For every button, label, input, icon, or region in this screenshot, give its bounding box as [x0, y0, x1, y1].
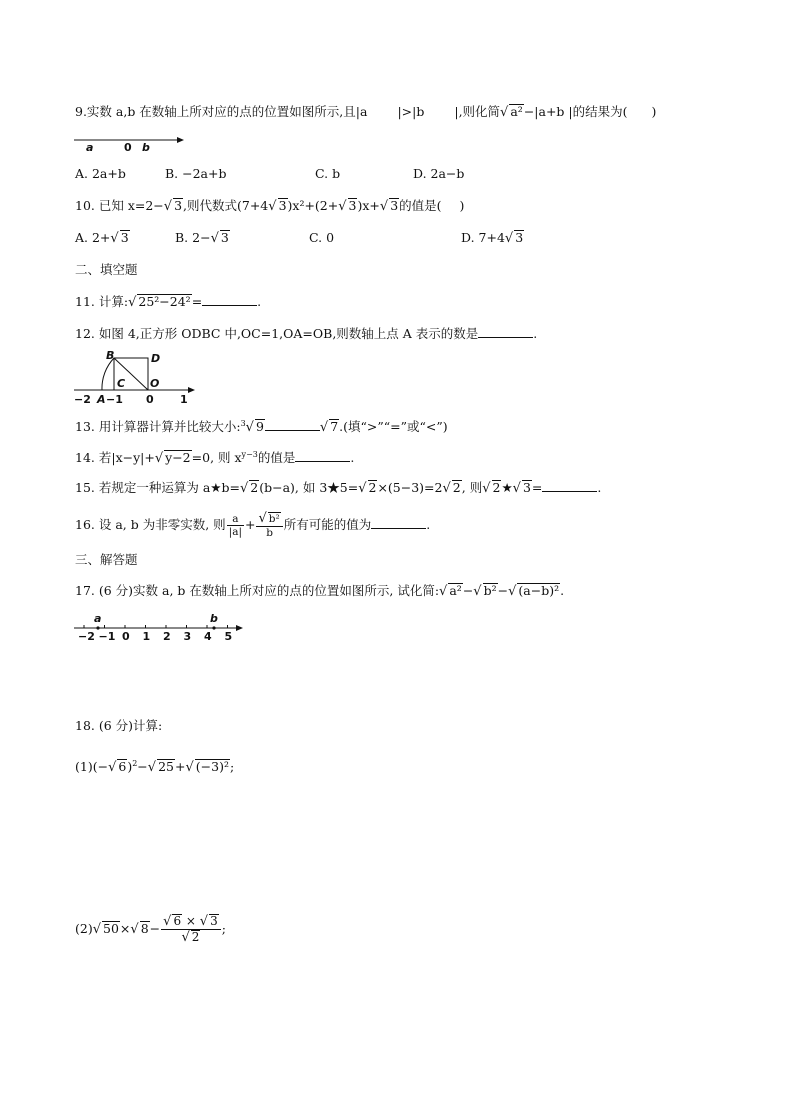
q16-fraction-1: $\frac{a}{|a|}$ [228, 513, 242, 538]
q15-stem: 15. 若规定一种运算为 a★b=√ 2(b−a), 如 3★5=√ 2×(5−3)=2√ 2, 则√ 2★√ 3= . [75, 480, 602, 496]
q10-text-a: 10. 已知 x=2− [75, 198, 164, 213]
q12-label-d: D [151, 352, 161, 365]
q17-number-line [70, 610, 250, 644]
section-2-heading: 二、填空题 [75, 262, 138, 277]
q10-text-f: ) [459, 198, 465, 213]
q13-sqrt: 7 [330, 419, 339, 434]
q17-stem: 17. (6 分)实数 a, b 在数轴上所对应的点的位置如图所示, 试化简:√ a²−√ b²−√ (a−b)². [75, 583, 565, 599]
q10-text-c: )x²+(2+ [287, 198, 339, 213]
q10-option-c: C. 0 [309, 230, 335, 245]
q12-text: 12. 如图 4,正方形 ODBC 中,OC=1,OA=OB,则数轴上点 A 表示的数是 [75, 326, 479, 341]
q10-sqrt3-b: 3 [278, 198, 287, 213]
q14-text-a: 14. 若|x−y|+ [75, 450, 155, 465]
q9-axis-b: b [142, 141, 150, 154]
q11-stem: 11. 计算:√ 25²−24²= . [75, 294, 262, 310]
q10-sqrt3-c: 3 [348, 198, 357, 213]
q17-tick-label: 5 [224, 630, 233, 643]
q17-tick-label: 4 [204, 630, 212, 643]
q12-label-c: C [117, 377, 126, 390]
q12-tick-0: 0 [146, 393, 154, 406]
q13-stem: 13. 用计算器计算并比较大小:$^3$√ 9 √ 7.(填“>”“=”或“<”) [75, 419, 448, 435]
q10-text-b: ,则代数式(7+4 [183, 198, 269, 213]
q9-option-c: C. b [315, 166, 341, 181]
q10-text-e: 的值是( [399, 198, 442, 213]
q9-text-c: |,则化简 [454, 104, 501, 119]
q18-part-2: (2)√ 50×√ 8− $\frac{√ 6 \times √ 3}{√ 2}$ ; [75, 914, 226, 945]
q16-plus: + [245, 517, 256, 532]
q14-answer-blank[interactable] [295, 449, 350, 462]
q9-text-d: −|a+b |的结果为( [523, 104, 628, 119]
q9-text-e: ) [651, 104, 657, 119]
q12-tick-neg2: −2 [74, 393, 91, 406]
q16-stem [75, 510, 430, 540]
q11-text-b: = [191, 294, 203, 309]
q17-point-b-dot [212, 626, 215, 629]
q9-option-d: D. 2a−b [413, 166, 465, 181]
q12-label-o: O [150, 377, 160, 390]
q10-sqrt3-d: 3 [390, 198, 399, 213]
q15-text-c: ×(5−3)=2 [377, 480, 443, 495]
q11-sqrt: 25²−24² [138, 294, 191, 309]
q14-end: . [350, 450, 355, 465]
q13-cube-index: 3 [240, 419, 246, 428]
q17-point-a-dot [96, 626, 99, 629]
q17-tick-label: −2 [78, 630, 95, 643]
q12-label-b: B [106, 349, 115, 362]
q17-tick-label: 0 [122, 630, 130, 643]
q18-title: 18. (6 分)计算: [75, 718, 163, 733]
q13-answer-blank[interactable] [265, 418, 320, 431]
q15-sqrt2-d: 2 [492, 480, 501, 495]
q9-sqrt: a² [510, 104, 523, 119]
q15-text-b: (b−a), 如 3★5= [259, 480, 359, 495]
q10-text-d: )x+ [357, 198, 380, 213]
q12-label-a: A [97, 393, 106, 406]
q11-text-c: . [257, 294, 262, 309]
q17-point-a: a [94, 612, 102, 625]
q14-stem: 14. 若|x−y|+√ y−2=0, 则 $x^{y-3}$的值是 . [75, 450, 355, 466]
q10-sqrt3-a: 3 [174, 198, 183, 213]
q11-answer-blank[interactable] [202, 293, 257, 306]
q16-end: . [426, 517, 431, 532]
q15-answer-blank[interactable] [542, 479, 597, 492]
q14-text-b: =0, 则 x [191, 450, 242, 465]
q9-stem: 9.实数 a,b 在数轴上所对应的点的位置如图所示,且|a |>|b |,则化简√ a²−|a+b |的结果为( ) [75, 104, 657, 120]
q10-option-d: D. 7+4√ 3 [461, 230, 524, 246]
q13-text-b: .(填“>”“=”或“<”) [339, 419, 448, 434]
q15-sqrt2-a: 2 [250, 480, 259, 495]
q17-tick-label: −1 [98, 630, 116, 643]
q15-end: . [597, 480, 602, 495]
q18-part-1: (1)(−√ 6)$^2$−√ 25+√ (−3)²; [75, 759, 235, 775]
q9-text-a: 9.实数 a,b 在数轴上所对应的点的位置如图所示,且|a [75, 104, 368, 119]
q16-text-b: 所有可能的值为 [283, 517, 372, 532]
q15-text-f: = [531, 480, 543, 495]
q17-end: . [560, 583, 565, 598]
q9-axis-a: a [86, 141, 94, 154]
q16-answer-blank[interactable] [371, 516, 426, 529]
q9-option-a: A. 2a+b [75, 166, 126, 181]
q17-sqrt-b2: b² [483, 583, 497, 598]
q17-point-b: b [210, 612, 218, 625]
q13-text-a: 13. 用计算器计算并比较大小: [75, 419, 241, 434]
q15-text-a: 15. 若规定一种运算为 a★b= [75, 480, 240, 495]
q12-end: . [533, 326, 538, 341]
q15-sqrt3: 3 [522, 480, 531, 495]
q17-tick-label: 1 [142, 630, 151, 643]
q17-tick-label: 2 [163, 630, 171, 643]
q15-text-e: ★ [501, 480, 513, 495]
q12-tick-neg1: −1 [106, 393, 123, 406]
q17-text-a: 17. (6 分)实数 a, b 在数轴上所对应的点的位置如图所示, 试化简: [75, 583, 440, 598]
q13-cube-root: 9 [255, 419, 264, 434]
q9-option-b: B. −2a+b [165, 166, 227, 181]
q11-text-a: 11. 计算: [75, 294, 129, 309]
q17-tick-label: 3 [183, 630, 192, 643]
q10-option-a: A. 2+√ 3 [75, 230, 129, 246]
q12-figure [70, 348, 200, 408]
q12-stem [75, 325, 537, 342]
q12-tick-1: 1 [180, 393, 188, 406]
section-3-heading: 三、解答题 [75, 552, 138, 567]
q12-answer-blank[interactable] [478, 325, 533, 338]
q9-axis-0: 0 [124, 141, 132, 154]
q17-sqrt-a2: a² [449, 583, 462, 598]
q14-sqrt: y−2 [165, 450, 191, 465]
q16-fraction-2: $\frac{\text{√ b²}}{b}$ [256, 512, 282, 539]
q15-sqrt2-c: 2 [452, 480, 461, 495]
q18-p2-fraction: $\frac{√ 6 \times √ 3}{√ 2}$ [161, 914, 221, 945]
q15-text-d: , 则 [461, 480, 483, 495]
q15-sqrt2-b: 2 [368, 480, 377, 495]
q14-text-c: 的值是 [257, 450, 296, 465]
q16-text-a: 16. 设 a, b 为非零实数, 则 [75, 517, 226, 532]
q9-text-b: |>|b [397, 104, 425, 119]
q17-sqrt-ab2: (a−b)² [518, 583, 560, 598]
q14-exponent: y−3 [241, 450, 258, 459]
q10-stem: 10. 已知 x=2−√ 3,则代数式(7+4√ 3)x²+(2+√ 3)x+√ 3的值是( ) [75, 198, 465, 214]
q10-option-b: B. 2−√ 3 [175, 230, 229, 246]
q9-number-line [72, 134, 187, 156]
